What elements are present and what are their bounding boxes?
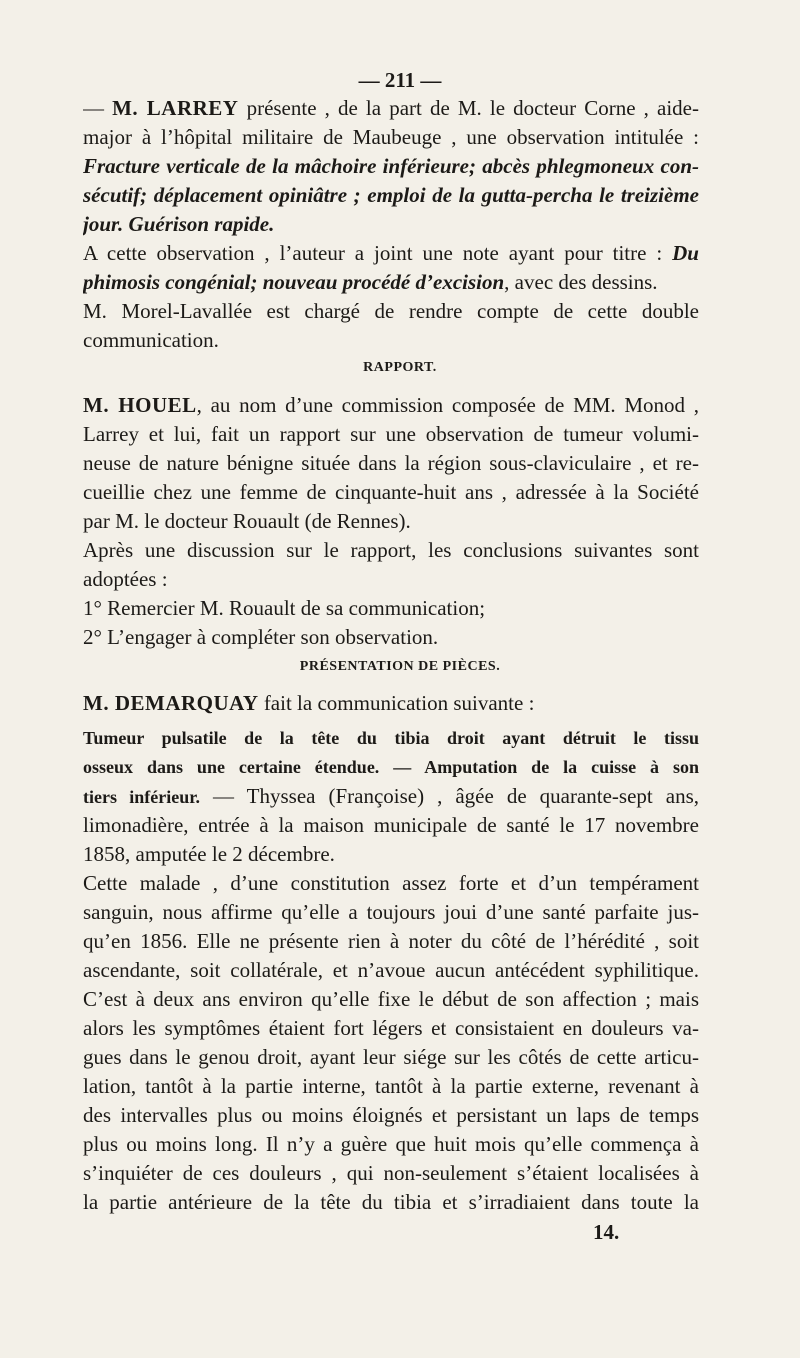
body-line-8: lation, tantôt à la partie interne, tantôt à la partie externe, revenant à — [83, 1074, 699, 1098]
paragraph-houel-line-1: M. HOUEL, au nom d’une commission composée de MM. Monod , — [83, 393, 699, 417]
body-line-7: gues dans le genou droit, ayant leur siége sur les côtés de cette articu- — [83, 1045, 699, 1069]
page-number: — 211 — — [358, 68, 442, 92]
case-line-5: 1858, amputée le 2 décembre. — [83, 842, 335, 866]
paragraph-morel-line-2: communication. — [83, 328, 219, 352]
paragraph-demarquay-line-1: M. DEMARQUAY fait la communication suivante : — [83, 691, 535, 715]
paragraph-larrey-line-1: — M. LARREY présente , de la part de M. le docteur Corne , aide- — [83, 96, 699, 120]
paragraph-houel-line-4: cueillie chez une femme de cinquante-huit ans , adressée à la Société — [83, 480, 699, 504]
body-line-11: s’inquiéter de ces douleurs , qui non-seulement s’étaient localisées à — [83, 1161, 699, 1185]
case-title-line-2: osseux dans une certaine étendue. — Amputation de la cuisse à son — [83, 757, 699, 777]
case-title-line-1: Tumeur pulsatile de la tête du tibia droit ayant détruit le tissu — [83, 728, 699, 748]
paragraph-larrey-line-3: Fracture verticale de la mâchoire inférieure; abcès phlegmoneux con- — [83, 154, 699, 178]
conclusion-item-1: 1° Remercier M. Rouault de sa communication; — [83, 596, 486, 620]
body-line-5: C’est à deux ans environ qu’elle fixe le début de son affection ; mais — [83, 987, 699, 1011]
body-line-9: des intervalles plus ou moins éloignés et persistant un laps de temps — [83, 1103, 699, 1127]
paragraph-conclusions-line-1: Après une discussion sur le rapport, les conclusions suivantes sont — [83, 538, 699, 562]
body-line-2: sanguin, nous affirme qu’elle a toujours joui d’une santé parfaite jus- — [83, 900, 699, 924]
heading-presentation-pieces: PRÉSENTATION DE PIÈCES. — [299, 659, 501, 674]
paragraph-larrey-line-2: major à l’hôpital militaire de Maubeuge , une observation intitulée : — [83, 125, 699, 149]
paragraph-houel-line-3: neuse de nature bénigne située dans la région sous-claviculaire , et re- — [83, 451, 699, 475]
speaker-demarquay: M. DEMARQUAY — [83, 691, 259, 715]
heading-rapport: RAPPORT. — [363, 360, 437, 375]
case-line-4: limonadière, entrée à la maison municipale de santé le 17 novembre — [83, 813, 699, 837]
body-line-1: Cette malade , d’une constitution assez forte et d’un tempérament — [83, 871, 699, 895]
paragraph-larrey-line-4: sécutif; déplacement opiniâtre ; emploi de la gutta-percha le treizième — [83, 183, 699, 207]
body-line-12: la partie antérieure de la tête du tibia et s’irradiaient dans toute la — [83, 1190, 699, 1214]
text-column-3 — [83, 0, 699, 1358]
body-line-6: alors les symptômes étaient fort légers et consistaient en douleurs va- — [83, 1016, 699, 1040]
speaker-larrey: M. LARREY — [112, 96, 239, 120]
paragraph-conclusions-line-2: adoptées : — [83, 567, 168, 591]
paragraph-larrey-line-5: jour. Guérison rapide. — [83, 212, 275, 236]
case-line-3: tiers inférieur. — Thyssea (Françoise) , âgée de quarante-sept ans, — [83, 784, 699, 808]
paragraph-note-line-1: A cette observation , l’auteur a joint une note ayant pour titre : Du — [83, 241, 699, 265]
paragraph-morel-line-1: M. Morel-Lavallée est chargé de rendre compte de cette double — [83, 299, 699, 323]
body-line-10: plus ou moins long. Il n’y a guère que huit mois qu’elle commença à — [83, 1132, 699, 1156]
signature-mark: 14. — [593, 1220, 620, 1244]
paragraph-houel-line-2: Larrey et lui, fait un rapport sur une observation de tumeur volumi- — [83, 422, 699, 446]
body-line-4: ascendante, soit collatérale, et n’avoue aucun antécédent syphilitique. — [83, 958, 699, 982]
conclusion-item-2: 2° L’engager à compléter son observation. — [83, 625, 439, 649]
paragraph-houel-line-5: par M. le docteur Rouault (de Rennes). — [83, 509, 411, 533]
body-line-3: qu’en 1856. Elle ne présente rien à noter du côté de l’hérédité , soit — [83, 929, 699, 953]
speaker-houel: M. HOUEL — [83, 393, 197, 417]
paragraph-note-line-2: phimosis congénial; nouveau procédé d’excision, avec des dessins. — [83, 270, 658, 294]
